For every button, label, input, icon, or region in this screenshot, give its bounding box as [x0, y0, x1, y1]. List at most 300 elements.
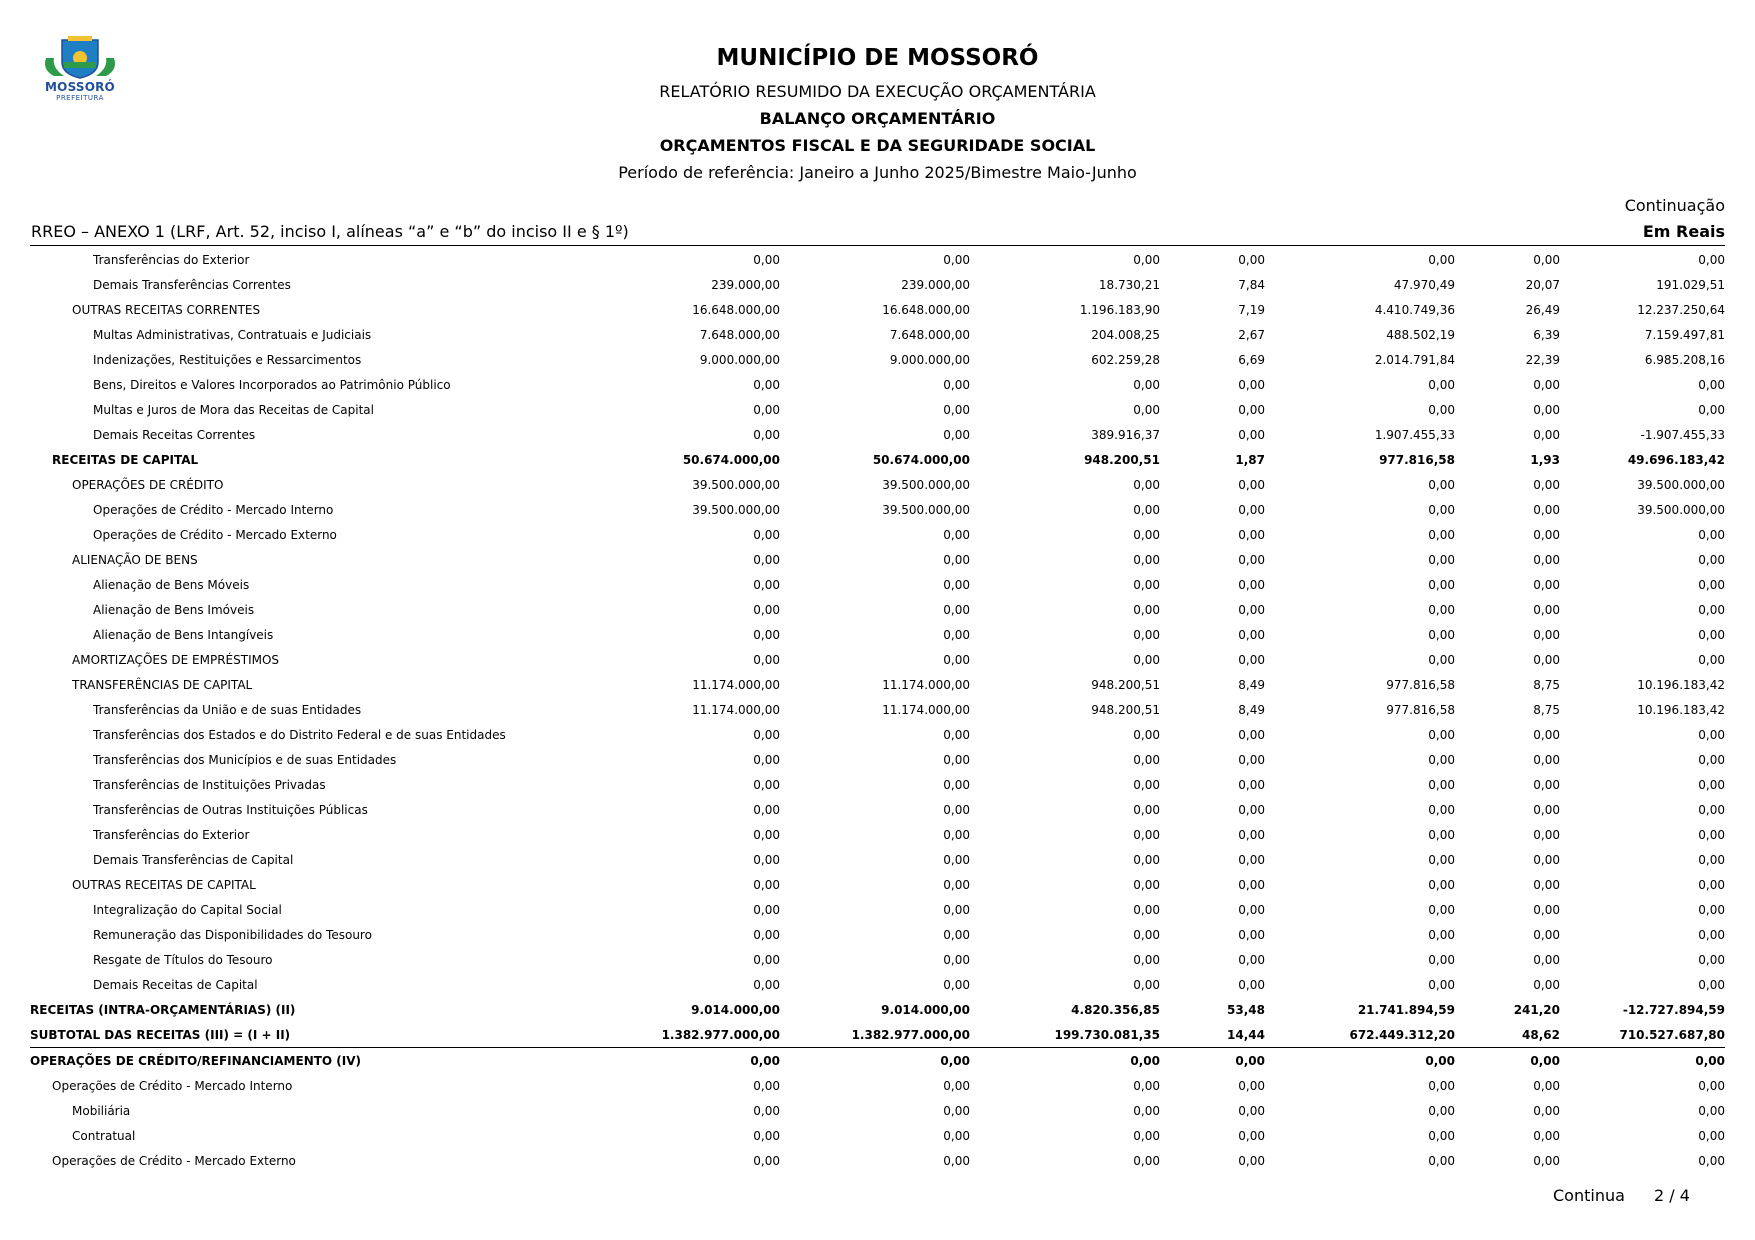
reference-period: Período de referência: Janeiro a Junho 2025/Bimestre Maio-Junho — [618, 163, 1137, 182]
table-row — [30, 547, 1725, 572]
row-value: 0,00 — [1133, 927, 1160, 942]
row-value: 7.648.000,00 — [699, 327, 780, 342]
row-label: RECEITAS DE CAPITAL — [52, 452, 199, 467]
row-value: 1.196.183,90 — [1079, 302, 1160, 317]
row-value: 14,44 — [1227, 1027, 1265, 1042]
row-value: 0,00 — [943, 1128, 970, 1143]
row-value: 0,00 — [1238, 552, 1265, 567]
currency-unit-label: Em Reais — [1642, 222, 1725, 241]
row-value: 0,00 — [1533, 1128, 1560, 1143]
row-value: 0,00 — [1698, 877, 1725, 892]
row-value: 0,00 — [1160, 1048, 1265, 1074]
row-label: Operações de Crédito - Mercado Externo — [52, 1153, 296, 1168]
row-value: 39.500.000,00 — [1637, 477, 1725, 492]
row-value: 6.985.208,16 — [1644, 352, 1725, 367]
header-divider — [30, 245, 1725, 246]
row-value: 9.000.000,00 — [699, 352, 780, 367]
row-value: 0,00 — [1533, 252, 1560, 267]
row-value: 0,00 — [1428, 752, 1455, 767]
row-value: 21.741.894,59 — [1357, 1002, 1455, 1017]
row-value: 10.196.183,42 — [1637, 702, 1725, 717]
row-value: 0,00 — [1533, 552, 1560, 567]
row-value: 0,00 — [1698, 1103, 1725, 1118]
row-value: 0,00 — [1133, 1078, 1160, 1093]
row-value: 0,00 — [943, 652, 970, 667]
row-value: 0,00 — [1428, 1128, 1455, 1143]
row-value: 0,00 — [943, 252, 970, 267]
row-value: 16.648.000,00 — [692, 302, 780, 317]
table-row — [30, 822, 1725, 847]
row-value: 0,00 — [1133, 777, 1160, 792]
table-row — [30, 922, 1725, 947]
row-value: 0,00 — [1698, 827, 1725, 842]
row-value: 0,00 — [1428, 627, 1455, 642]
row-value: 1.907.455,33 — [1374, 427, 1455, 442]
row-value: 0,00 — [753, 852, 780, 867]
row-label: Multas e Juros de Mora das Receitas de Capital — [93, 402, 374, 417]
row-value: 0,00 — [1533, 377, 1560, 392]
row-value: 0,00 — [943, 877, 970, 892]
row-value: 0,00 — [1428, 827, 1455, 842]
row-value: 0,00 — [1533, 502, 1560, 517]
row-value: 0,00 — [1698, 727, 1725, 742]
row-value: 0,00 — [1238, 1078, 1265, 1093]
row-label: Transferências dos Estados e do Distrito Federal e de suas Entidades — [93, 727, 506, 742]
row-value: 0,00 — [1533, 902, 1560, 917]
row-value: 0,00 — [1428, 552, 1455, 567]
table-row — [30, 597, 1725, 622]
row-value: 0,00 — [1428, 1078, 1455, 1093]
row-value: 50.674.000,00 — [682, 452, 780, 467]
row-value: 0,00 — [753, 402, 780, 417]
row-value: 1.382.977.000,00 — [851, 1027, 970, 1042]
row-value: 1.382.977.000,00 — [661, 1027, 780, 1042]
row-label: Demais Transferências Correntes — [93, 277, 291, 292]
row-value: 0,00 — [1428, 477, 1455, 492]
logo-subtitle: PREFEITURA — [56, 94, 104, 102]
row-value: 0,00 — [943, 927, 970, 942]
budget-table-body — [30, 247, 1725, 1173]
row-value: 4.820.356,85 — [1071, 1002, 1160, 1017]
row-value: 0,00 — [1238, 752, 1265, 767]
row-value: 0,00 — [1698, 802, 1725, 817]
row-label: Resgate de Títulos do Tesouro — [93, 952, 273, 967]
row-value: 0,00 — [943, 1153, 970, 1168]
row-value: 199.730.081,35 — [1054, 1027, 1160, 1042]
row-label: Alienação de Bens Intangíveis — [93, 627, 274, 642]
row-value: 948.200,51 — [1091, 677, 1160, 692]
row-value: 0,00 — [550, 1048, 780, 1074]
row-value: 39.500.000,00 — [692, 477, 780, 492]
row-value: 0,00 — [1238, 577, 1265, 592]
row-value: 0,00 — [1238, 877, 1265, 892]
report-header — [0, 38, 1755, 186]
table-row — [30, 347, 1725, 372]
row-value: 0,00 — [1533, 627, 1560, 642]
row-value: 0,00 — [1133, 752, 1160, 767]
row-value: 0,00 — [943, 577, 970, 592]
row-value: 0,00 — [1698, 652, 1725, 667]
table-row — [30, 897, 1725, 922]
row-value: 0,00 — [943, 527, 970, 542]
row-value: 0,00 — [1133, 802, 1160, 817]
table-row — [30, 772, 1725, 797]
row-label: Contratual — [72, 1128, 136, 1143]
row-value: 0,00 — [1560, 1048, 1725, 1074]
row-value: 239.000,00 — [901, 277, 970, 292]
row-label: SUBTOTAL DAS RECEITAS (III) = (I + II) — [30, 1027, 291, 1042]
row-value: 0,00 — [1698, 1078, 1725, 1093]
table-row — [30, 447, 1725, 472]
row-value: 0,00 — [753, 377, 780, 392]
table-row — [30, 647, 1725, 672]
row-value: 0,00 — [753, 902, 780, 917]
row-value: 0,00 — [1133, 852, 1160, 867]
row-value: 0,00 — [753, 1103, 780, 1118]
row-value: 18.730,21 — [1098, 277, 1160, 292]
row-value: 2,67 — [1238, 327, 1265, 342]
row-value: 0,00 — [1533, 1153, 1560, 1168]
row-value: 0,00 — [1698, 252, 1725, 267]
row-value: 0,00 — [1428, 977, 1455, 992]
page-title: MUNICÍPIO DE MOSSORÓ — [716, 45, 1039, 71]
row-value: 0,00 — [1533, 427, 1560, 442]
budget-table — [30, 247, 1725, 1173]
row-value: 0,00 — [1428, 252, 1455, 267]
row-value: 11.174.000,00 — [882, 677, 970, 692]
row-value: 0,00 — [1133, 1128, 1160, 1143]
report-name: RELATÓRIO RESUMIDO DA EXECUÇÃO ORÇAMENTÁRIA — [659, 82, 1096, 101]
row-value: 0,00 — [1133, 377, 1160, 392]
row-value: 0,00 — [753, 1153, 780, 1168]
row-value: 0,00 — [1533, 927, 1560, 942]
row-label: Demais Transferências de Capital — [93, 852, 294, 867]
row-value: 0,00 — [1533, 527, 1560, 542]
row-value: 9.000.000,00 — [889, 352, 970, 367]
row-value: 0,00 — [943, 827, 970, 842]
page-number: 2 / 4 — [1654, 1186, 1690, 1205]
table-row — [30, 472, 1725, 497]
row-value: 977.816,58 — [1386, 702, 1455, 717]
row-value: 4.410.749,36 — [1374, 302, 1455, 317]
row-value: 0,00 — [1238, 377, 1265, 392]
report-section: BALANÇO ORÇAMENTÁRIO — [759, 109, 996, 128]
row-value: 389.916,37 — [1091, 427, 1160, 442]
row-value: 0,00 — [1428, 952, 1455, 967]
table-row — [30, 672, 1725, 697]
row-label: OPERAÇÕES DE CRÉDITO — [72, 477, 224, 492]
row-value: -1.907.455,33 — [1640, 427, 1725, 442]
row-value: 0,00 — [1133, 1103, 1160, 1118]
row-value: 0,00 — [1533, 477, 1560, 492]
row-value: 6,39 — [1533, 327, 1560, 342]
row-label: Mobiliária — [72, 1103, 131, 1118]
table-row — [30, 747, 1725, 772]
row-value: 0,00 — [753, 252, 780, 267]
row-value: 0,00 — [943, 552, 970, 567]
row-value: 0,00 — [1698, 1153, 1725, 1168]
row-value: 0,00 — [1428, 577, 1455, 592]
row-value: 0,00 — [1533, 977, 1560, 992]
row-value: 0,00 — [1133, 252, 1160, 267]
row-value: 0,00 — [943, 402, 970, 417]
row-value: 0,00 — [1698, 602, 1725, 617]
row-value: 11.174.000,00 — [692, 677, 780, 692]
row-value: 0,00 — [1133, 952, 1160, 967]
row-value: 0,00 — [1133, 902, 1160, 917]
row-value: 0,00 — [1533, 727, 1560, 742]
row-value: 0,00 — [1265, 1048, 1455, 1074]
row-value: 0,00 — [753, 727, 780, 742]
row-value: 0,00 — [943, 1078, 970, 1093]
row-value: 0,00 — [943, 427, 970, 442]
row-value: 0,00 — [1428, 502, 1455, 517]
row-value: 0,00 — [1133, 552, 1160, 567]
row-value: 0,00 — [943, 752, 970, 767]
row-value: 8,49 — [1238, 702, 1265, 717]
table-row — [30, 1073, 1725, 1098]
row-label: Operações de Crédito - Mercado Interno — [52, 1078, 293, 1093]
row-value: 0,00 — [943, 1103, 970, 1118]
row-value: 9.014.000,00 — [691, 1002, 780, 1017]
row-value: 0,00 — [753, 627, 780, 642]
row-value: 0,00 — [1428, 1153, 1455, 1168]
row-label: Transferências do Exterior — [93, 252, 250, 267]
row-value: 0,00 — [1428, 877, 1455, 892]
row-value: 8,75 — [1533, 677, 1560, 692]
row-value: 602.259,28 — [1091, 352, 1160, 367]
row-value: 0,00 — [943, 602, 970, 617]
row-value: 0,00 — [1533, 802, 1560, 817]
row-value: 0,00 — [1698, 402, 1725, 417]
row-value: 20,07 — [1525, 277, 1560, 292]
row-label: Alienação de Bens Móveis — [93, 577, 250, 592]
row-value: 0,00 — [753, 552, 780, 567]
table-row — [30, 1048, 1725, 1074]
row-value: 53,48 — [1227, 1002, 1265, 1017]
row-value: 9.014.000,00 — [881, 1002, 970, 1017]
row-value: 0,00 — [1238, 777, 1265, 792]
row-label: TRANSFERÊNCIAS DE CAPITAL — [72, 677, 253, 692]
logo-name: MOSSORÓ — [45, 80, 115, 94]
row-label: Transferências do Exterior — [93, 827, 250, 842]
annex-reference: RREO – ANEXO 1 (LRF, Art. 52, inciso I, alíneas “a” e “b” do inciso II e § 1º) — [31, 222, 629, 241]
row-label: RECEITAS (INTRA-ORÇAMENTÁRIAS) (II) — [30, 1002, 296, 1017]
continuation-label: Continuação — [1624, 196, 1725, 215]
row-value: 0,00 — [1698, 1128, 1725, 1143]
row-value: 1,93 — [1530, 452, 1560, 467]
row-label: Transferências da União e de suas Entidades — [93, 702, 362, 717]
row-value: 0,00 — [1238, 802, 1265, 817]
table-row — [30, 1022, 1725, 1048]
row-value: 0,00 — [753, 952, 780, 967]
row-value: 977.816,58 — [1386, 677, 1455, 692]
row-value: 48,62 — [1522, 1027, 1560, 1042]
row-value: 0,00 — [1238, 527, 1265, 542]
table-row — [30, 397, 1725, 422]
row-value: 47.970,49 — [1393, 277, 1455, 292]
row-value: 22,39 — [1525, 352, 1560, 367]
row-label: Transferências de Instituições Privadas — [93, 777, 326, 792]
table-row — [30, 1123, 1725, 1148]
row-label: Alienação de Bens Imóveis — [93, 602, 255, 617]
row-label: Demais Receitas de Capital — [93, 977, 258, 992]
table-row — [30, 847, 1725, 872]
row-value: 0,00 — [1238, 827, 1265, 842]
row-value: 39.500.000,00 — [882, 477, 970, 492]
row-value: 0,00 — [943, 852, 970, 867]
row-value: 7,19 — [1238, 302, 1265, 317]
row-value: 0,00 — [1133, 502, 1160, 517]
row-value: 11.174.000,00 — [692, 702, 780, 717]
row-value: 0,00 — [753, 527, 780, 542]
continues-label: Continua — [1553, 1186, 1625, 1205]
row-value: 0,00 — [943, 952, 970, 967]
table-row — [30, 372, 1725, 397]
row-value: 0,00 — [943, 902, 970, 917]
row-value: 0,00 — [1238, 602, 1265, 617]
row-value: 0,00 — [753, 777, 780, 792]
table-row — [30, 1098, 1725, 1123]
row-label: OUTRAS RECEITAS CORRENTES — [72, 302, 261, 317]
row-value: 50.674.000,00 — [872, 452, 970, 467]
table-row — [30, 247, 1725, 272]
row-value: 0,00 — [780, 1048, 970, 1074]
row-value: 0,00 — [1133, 402, 1160, 417]
row-value: 0,00 — [753, 602, 780, 617]
row-label: AMORTIZAÇÕES DE EMPRÉSTIMOS — [72, 652, 280, 667]
row-value: 0,00 — [1533, 877, 1560, 892]
row-value: 0,00 — [1133, 527, 1160, 542]
table-row — [30, 872, 1725, 897]
row-value: 39.500.000,00 — [1637, 502, 1725, 517]
row-value: 0,00 — [753, 652, 780, 667]
row-label: Indenizações, Restituições e Ressarcimentos — [93, 352, 362, 367]
row-value: 0,00 — [1133, 652, 1160, 667]
row-value: 0,00 — [1238, 927, 1265, 942]
row-value: 0,00 — [1533, 602, 1560, 617]
row-value: 0,00 — [1238, 477, 1265, 492]
row-value: 0,00 — [1698, 902, 1725, 917]
row-value: 0,00 — [753, 1128, 780, 1143]
row-value: 0,00 — [753, 1078, 780, 1093]
row-value: 0,00 — [1238, 952, 1265, 967]
row-label: Remuneração das Disponibilidades do Tesouro — [93, 927, 372, 942]
table-row — [30, 572, 1725, 597]
table-row — [30, 422, 1725, 447]
row-value: 0,00 — [1238, 852, 1265, 867]
row-value: 0,00 — [753, 802, 780, 817]
row-label: Transferências dos Municípios e de suas Entidades — [93, 752, 397, 767]
table-row — [30, 322, 1725, 347]
row-value: 0,00 — [943, 977, 970, 992]
row-value: 0,00 — [1533, 777, 1560, 792]
row-value: 7,84 — [1238, 277, 1265, 292]
row-value: 0,00 — [1533, 577, 1560, 592]
row-value: 0,00 — [943, 627, 970, 642]
row-value: 0,00 — [1698, 552, 1725, 567]
row-value: 7.159.497,81 — [1644, 327, 1725, 342]
row-value: 0,00 — [1133, 602, 1160, 617]
row-value: 0,00 — [1698, 852, 1725, 867]
row-value: 948.200,51 — [1091, 702, 1160, 717]
table-row — [30, 697, 1725, 722]
row-value: 0,00 — [1533, 827, 1560, 842]
row-value: 0,00 — [1238, 427, 1265, 442]
row-value: 0,00 — [1698, 377, 1725, 392]
row-label: Integralização do Capital Social — [93, 902, 282, 917]
row-value: 6,69 — [1238, 352, 1265, 367]
table-row — [30, 522, 1725, 547]
row-value: 0,00 — [1428, 402, 1455, 417]
row-value: 0,00 — [1238, 252, 1265, 267]
row-value: 0,00 — [1238, 502, 1265, 517]
row-value: 0,00 — [1238, 652, 1265, 667]
table-row — [30, 722, 1725, 747]
row-value: 0,00 — [1533, 852, 1560, 867]
row-value: 948.200,51 — [1084, 452, 1160, 467]
row-value: 0,00 — [1698, 527, 1725, 542]
row-value: 0,00 — [1428, 1103, 1455, 1118]
row-value: 0,00 — [1428, 652, 1455, 667]
row-value: 0,00 — [1238, 977, 1265, 992]
row-value: 0,00 — [1133, 827, 1160, 842]
table-row — [30, 972, 1725, 997]
row-value: 0,00 — [1428, 802, 1455, 817]
row-label: Transferências de Outras Instituições Públicas — [93, 802, 368, 817]
row-value: 0,00 — [1428, 902, 1455, 917]
table-row — [30, 947, 1725, 972]
row-value: 0,00 — [1238, 402, 1265, 417]
row-value: 0,00 — [753, 927, 780, 942]
row-value: 8,75 — [1533, 702, 1560, 717]
row-value: 0,00 — [1698, 627, 1725, 642]
row-value: 0,00 — [1428, 527, 1455, 542]
row-value: 0,00 — [1533, 1103, 1560, 1118]
row-value: 26,49 — [1525, 302, 1560, 317]
row-value: 0,00 — [1428, 927, 1455, 942]
row-value: 0,00 — [1533, 752, 1560, 767]
row-value: 7.648.000,00 — [889, 327, 970, 342]
row-label: ALIENAÇÃO DE BENS — [72, 552, 198, 567]
table-row — [30, 497, 1725, 522]
row-value: 0,00 — [1533, 402, 1560, 417]
row-value: 0,00 — [753, 752, 780, 767]
row-value: 16.648.000,00 — [882, 302, 970, 317]
row-label: Operações de Crédito - Mercado Externo — [93, 527, 337, 542]
row-value: 0,00 — [1698, 927, 1725, 942]
row-value: 0,00 — [1533, 1078, 1560, 1093]
table-row — [30, 1148, 1725, 1173]
row-value: 0,00 — [1133, 627, 1160, 642]
row-value: 0,00 — [1133, 477, 1160, 492]
row-value: 0,00 — [1238, 1153, 1265, 1168]
table-row — [30, 797, 1725, 822]
row-value: 1,87 — [1235, 452, 1265, 467]
row-value: 0,00 — [1428, 602, 1455, 617]
row-value: 0,00 — [943, 777, 970, 792]
row-value: 0,00 — [943, 377, 970, 392]
row-value: 710.527.687,80 — [1619, 1027, 1725, 1042]
row-value: 204.008,25 — [1091, 327, 1160, 342]
table-row — [30, 997, 1725, 1022]
row-value: 8,49 — [1238, 677, 1265, 692]
row-value: 241,20 — [1513, 1002, 1560, 1017]
row-value: 10.196.183,42 — [1637, 677, 1725, 692]
row-value: 672.449.312,20 — [1349, 1027, 1455, 1042]
table-row — [30, 272, 1725, 297]
row-value: 0,00 — [1133, 877, 1160, 892]
